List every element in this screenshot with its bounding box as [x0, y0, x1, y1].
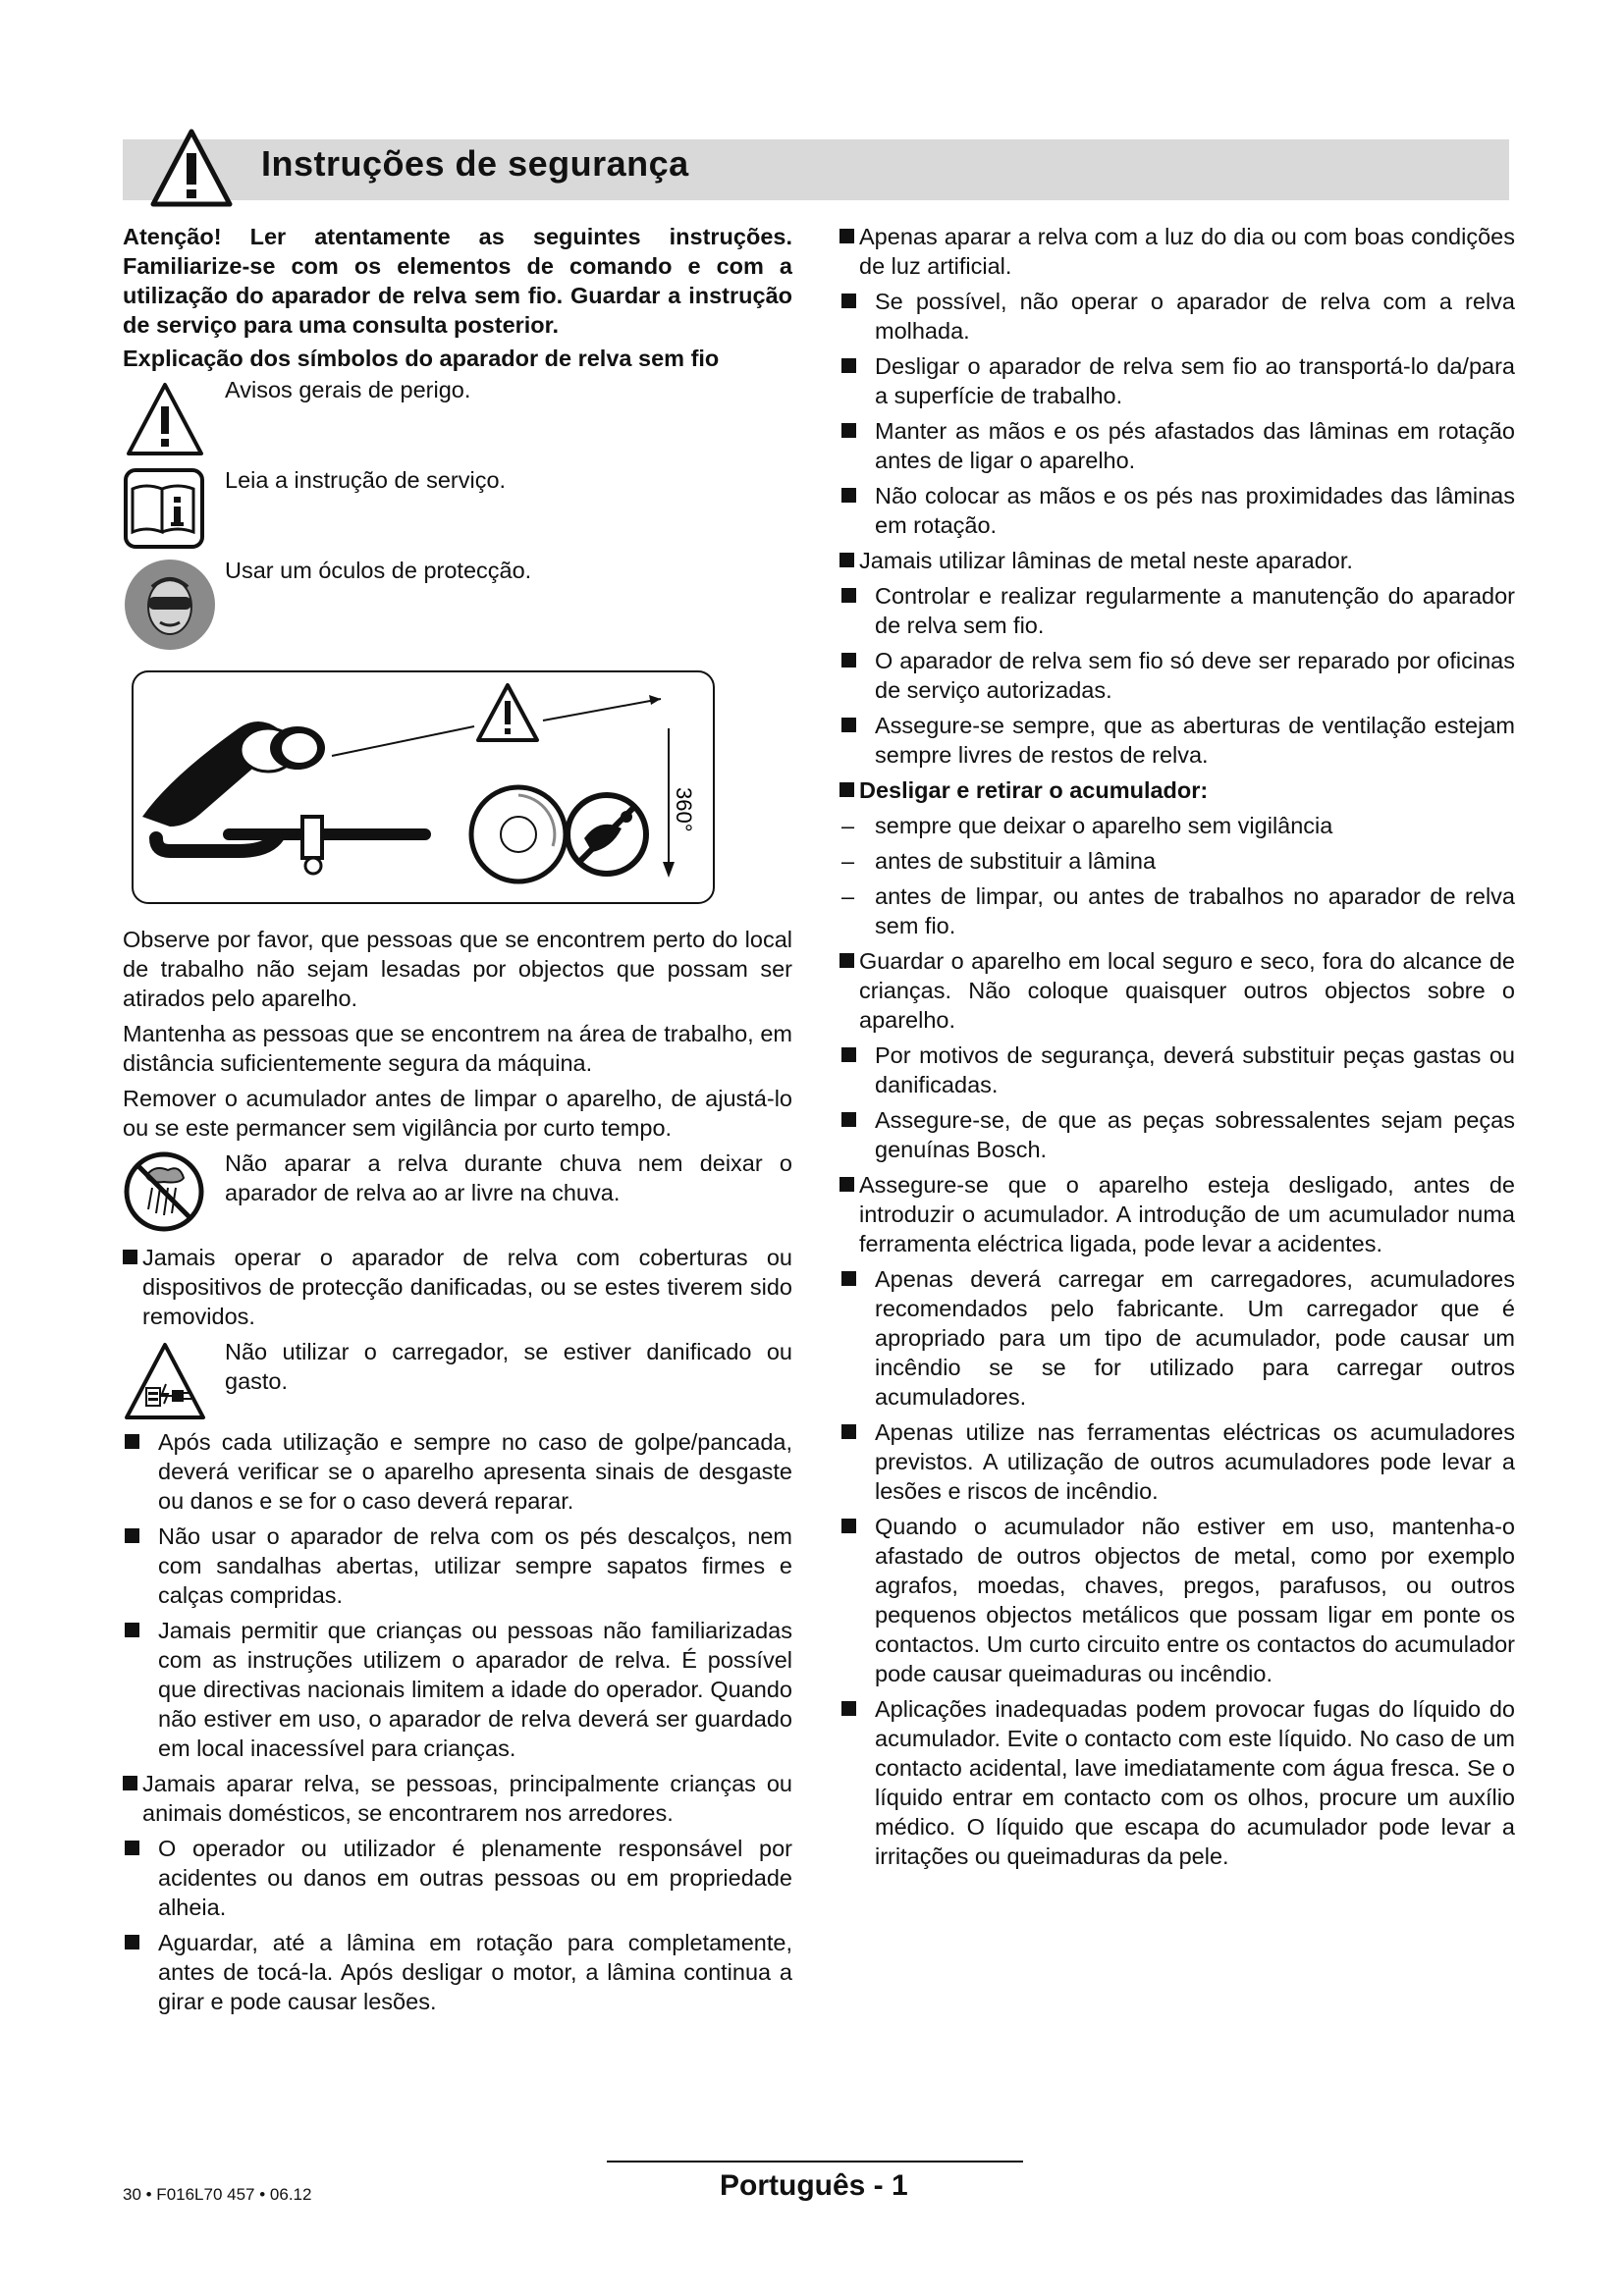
bullet-storage: Guardar o aparelho em local seguro e seco, fora do alcance de crianças. Não coloque quaisquer outros objectos sobre o aparelho. [839, 946, 1515, 1035]
dash-unattended: – sempre que deixar o aparelho sem vigilância [839, 811, 1515, 840]
symbol-row-rain [123, 1148, 792, 1243]
bullet-children: Jamais permitir que crianças ou pessoas não familiarizadas com as instruções utilizem o aparador de relva. É possível que directivas nacionais limitem a idade do operador. Quando não estiver em uso, o aparador de relva deverá ser guardado em local inacessível para crianças. [123, 1616, 792, 1763]
symbol-row-goggles [123, 556, 792, 654]
bullet-daylight: Apenas aparar a relva com a luz do dia ou com boas condições de luz artificial. [839, 222, 1515, 281]
bullet-transport: Desligar o aparador de relva sem fio ao transportá-lo da/para a superfície de trabalho. [839, 351, 1515, 410]
trimmer-operation-diagram [131, 669, 716, 905]
symbol-text-goggles: Usar um óculos de protecção. [225, 558, 532, 583]
bullet-specified-batteries: Apenas utilize nas ferramentas eléctricas os acumuladores previstos. A utilização de outros acumuladores pode levar a lesões e riscos de incêndio. [839, 1417, 1515, 1506]
bullet-hands-feet-start: Manter as mãos e os pés afastados das lâminas em rotação antes de ligar o aparelho. [839, 416, 1515, 475]
symbol-row-charger [123, 1337, 792, 1427]
bullet-recommended-chargers: Apenas deverá carregar em carregadores, acumuladores recomendados pelo fabricante. Um carregador que é apropriado para um tipo de acumulador, pode causar um incêndio se se for utilizado para carregar outros acumuladores. [839, 1264, 1515, 1412]
bullet-wet-grass: Se possível, não operar o aparador de relva com a relva molhada. [839, 287, 1515, 346]
bullet-operator-responsible: O operador ou utilizador é plenamente responsável por acidentes ou danos em outras pessoas ou em propriedade alheia. [123, 1834, 792, 1922]
bullet-battery-storage: Quando o acumulador não estiver em uso, mantenha-o afastado de outros objectos de metal, como por exemplo agrafos, moedas, chaves, pregos, parafusos, ou outros pequenos objectos metálicos que possam ligar em ponte os contactos. Um curto circuito entre os contactos do acumulador pode causar queimaduras ou incêndio. [839, 1512, 1515, 1688]
symbol-text-warning: Avisos gerais de perigo. [225, 377, 471, 402]
section-title: Instruções de segurança [261, 143, 689, 184]
bullet-authorized-repair: O aparador de relva sem fio só deve ser reparado por oficinas de serviço autorizadas. [839, 646, 1515, 705]
warning-triangle-icon [123, 377, 207, 459]
warning-triangle-icon [149, 126, 234, 208]
paragraph-safe-distance: Mantenha as pessoas que se encontrem na área de trabalho, em distância suficientemente segura da máquina. [123, 1021, 792, 1076]
bullet-replace-worn-parts: Por motivos de segurança, deverá substituir peças gastas ou danificadas. [839, 1041, 1515, 1099]
bullet-ventilation: Assegure-se sempre, que as aberturas de ventilação estejam sempre livres de restos de relva. [839, 711, 1515, 770]
bullet-footwear: Não usar o aparador de relva com os pés descalços, nem com sandalhas abertas, utilizar sempre sapatos firmes e calças compridas. [123, 1522, 792, 1610]
bullet-switched-off: Assegure-se que o aparelho esteja desligado, antes de introduzir o acumulador. A introdução de um acumulador numa ferramenta eléctrica ligada, pode levar a acidentes. [839, 1170, 1515, 1258]
bullet-hands-feet-blades: Não colocar as mãos e os pés nas proximidades das lâminas em rotação. [839, 481, 1515, 540]
symbol-text-manual: Leia a instrução de serviço. [225, 467, 507, 493]
bullet-no-metal-blades: Jamais utilizar lâminas de metal neste aparador. [839, 546, 1515, 575]
symbol-row-warning [123, 375, 792, 465]
paragraph-bystanders: Observe por favor, que pessoas que se encontrem perto do local de trabalho não sejam lesadas por objectos que possam ser atirados pelo aparelho. [123, 927, 792, 1011]
paragraph-remove-battery: Remover o acumulador antes de limpar o aparelho, de ajustá-lo ou se este permancer sem vigilância por curto tempo. [123, 1086, 792, 1141]
dash-cleaning: – antes de limpar, ou antes de trabalhos no aparador de relva sem fio. [839, 881, 1515, 940]
footer-divider [607, 2161, 1023, 2163]
right-column [839, 222, 1515, 1877]
symbol-text-charger: Não utilizar o carregador, se estiver danificado ou gasto. [225, 1339, 792, 1394]
bullet-remove-battery-heading: Desligar e retirar o acumulador: [839, 775, 1515, 805]
safety-goggles-icon [123, 558, 217, 652]
rotation-angle-label: 360° [672, 787, 696, 832]
bullet-people-nearby: Jamais aparar relva, se pessoas, principalmente crianças ou animais domésticos, se encontrarem nos arredores. [123, 1769, 792, 1828]
bullet-blade-stop: Aguardar, até a lâmina em rotação para completamente, antes de tocá-la. Após desligar o motor, a lâmina continua a girar e pode causar lesões. [123, 1928, 792, 2016]
bullet-maintenance: Controlar e realizar regularmente a manutenção do aparador de relva sem fio. [839, 581, 1515, 640]
no-rain-icon [123, 1150, 205, 1233]
symbols-heading: Explicação dos símbolos do aparador de relva sem fio [123, 346, 720, 371]
bullet-check-after-use: Após cada utilização e sempre no caso de golpe/pancada, deverá verificar se o aparelho apresenta sinais de desgaste ou danos e se for o caso deverá reparar. [123, 1427, 792, 1516]
bullet-damaged-covers: Jamais operar o aparador de relva com coberturas ou dispositivos de protecção danificadas, ou se estes tiverem sido removidos. [123, 1243, 792, 1331]
manual-book-icon [123, 467, 205, 550]
symbol-row-manual [123, 465, 792, 556]
dash-replace-blade: – antes de substituir a lâmina [839, 846, 1515, 876]
document-code: 30 • F016L70 457 • 06.12 [123, 2185, 312, 2204]
charger-warning-icon [123, 1339, 207, 1421]
bullet-genuine-parts: Assegure-se, de que as peças sobressalentes sejam peças genuínas Bosch. [839, 1105, 1515, 1164]
page-label: Português - 1 [720, 2169, 908, 2202]
symbol-text-rain: Não aparar a relva durante chuva nem deixar o aparador de relva ao ar livre na chuva. [225, 1150, 792, 1205]
bullet-battery-fluid: Aplicações inadequadas podem provocar fugas do líquido do acumulador. Evite o contacto com este líquido. No caso de um contacto acidental, lave imediatamente com água fresca. Se o líquido entrar em contacto com os olhos, procure um auxílio médico. O líquido que escapa do acumulador pode levar a irritações ou queimaduras da pele. [839, 1694, 1515, 1871]
intro-text: Atenção! Ler atentamente as seguintes instruções. Familiarize-se com os elementos de comando e com a utilização do aparador de relva sem fio. Guardar a instrução de serviço para uma consulta posterior. [123, 224, 792, 338]
left-column [123, 222, 792, 2022]
